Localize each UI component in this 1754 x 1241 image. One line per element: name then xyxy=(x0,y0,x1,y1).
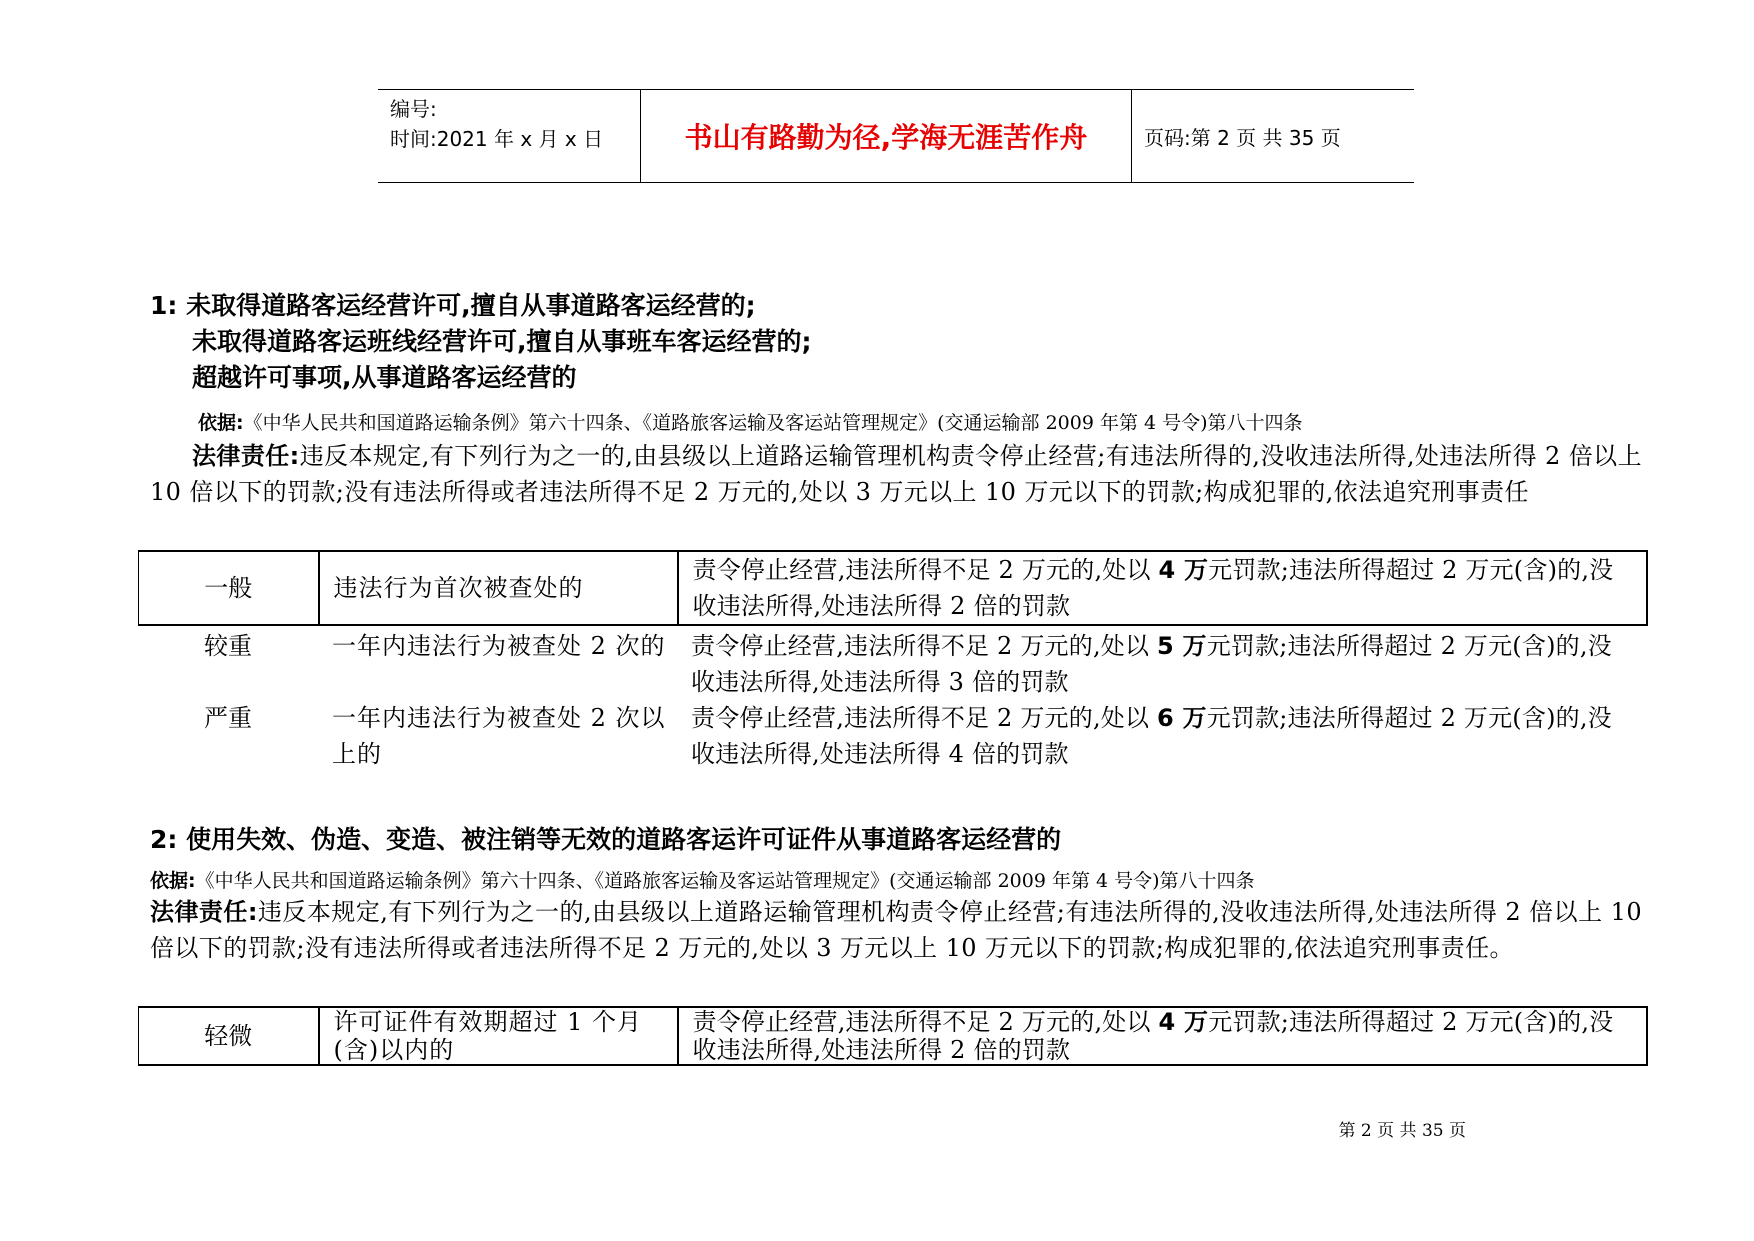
section1-title-line2: 未取得道路客运班线经营许可,擅自从事班车客运经营的; xyxy=(192,327,812,356)
table-row xyxy=(138,700,1646,772)
section2-liability-text: 违反本规定,有下列行为之一的,由县级以上道路运输管理机构责令停止经营;有违法所得的,没收违法所得,处违法所得 2 倍以上 10 倍以下的罚款;没有违法所得或者违法所得不足 2 万元的,处以 3 万元以上 10 万元以下的罚款;构成犯罪的,依法追究刑事责任。 xyxy=(150,898,1642,962)
section1-liability xyxy=(150,438,1642,510)
section1-liability-label: 法律责任: xyxy=(192,442,300,470)
header-motto: 书山有路勤为径,学海无涯苦作舟 xyxy=(640,90,1132,182)
header-page-info: 页码:第 2 页 共 35 页 xyxy=(1144,125,1341,150)
fine-amount: 4 万 xyxy=(1158,1008,1209,1036)
document-number-label: 编号: xyxy=(390,97,437,121)
document-header xyxy=(378,89,1414,183)
penalty-cell: 责令停止经营,违法所得不足 2 万元的,处以 4 万元罚款;违法所得超过 2 万元(含)的,没收违法所得,处违法所得 2 倍的罚款 xyxy=(678,551,1647,625)
section2-penalty-table xyxy=(138,1006,1648,1066)
section1-basis xyxy=(198,408,1303,435)
document-date: 时间:2021 年 x 月 x 日 xyxy=(390,127,604,151)
condition-cell: 一年内违法行为被查处 2 次以上的 xyxy=(332,704,666,768)
section1-title-line1: 1: 未取得道路客运经营许可,擅自从事道路客运经营的; xyxy=(150,291,756,320)
section1-liability-text: 违反本规定,有下列行为之一的,由县级以上道路运输管理机构责令停止经营;有违法所得的,没收违法所得,处违法所得 2 倍以上 10 倍以下的罚款;没有违法所得或者违法所得不足 2 万元的,处以 3 万元以上 10 万元以下的罚款;构成犯罪的,依法追究刑事责任 xyxy=(150,442,1642,506)
section2-basis xyxy=(150,866,1255,893)
section1-penalty-table-boxed xyxy=(138,550,1648,626)
penalty-cell: 责令停止经营,违法所得不足 2 万元的,处以 6 万元罚款;违法所得超过 2 万元(含)的,没收违法所得,处违法所得 4 倍的罚款 xyxy=(691,704,1612,768)
penalty-cell: 责令停止经营,违法所得不足 2 万元的,处以 4 万元罚款;违法所得超过 2 万元(含)的,没收违法所得,处违法所得 2 倍的罚款 xyxy=(678,1007,1647,1065)
table-row xyxy=(139,551,1647,625)
section1-basis-text: 《中华人民共和国道路运输条例》第六十四条、《道路旅客运输及客运站管理规定》(交通运输部 2009 年第 4 号令)第八十四条 xyxy=(243,412,1303,434)
section1-penalty-table xyxy=(138,628,1646,772)
section2-basis-label: 依据: xyxy=(150,870,196,892)
section2-basis-text: 《中华人民共和国道路运输条例》第六十四条、《道路旅客运输及客运站管理规定》(交通运输部 2009 年第 4 号令)第八十四条 xyxy=(195,870,1255,892)
fine-amount: 6 万 xyxy=(1157,704,1207,732)
section1-title-line3: 超越许可事项,从事道路客运经营的 xyxy=(192,363,577,392)
section2-title: 2: 使用失效、伪造、变造、被注销等无效的道路客运许可证件从事道路客运经营的 xyxy=(150,825,1062,854)
table-row xyxy=(139,1007,1647,1065)
section2-liability xyxy=(150,894,1642,966)
condition-cell: 许可证件有效期超过 1 个月(含)以内的 xyxy=(319,1007,678,1065)
page-footer: 第 2 页 共 35 页 xyxy=(1338,1121,1466,1141)
table-row xyxy=(138,628,1646,700)
penalty-cell: 责令停止经营,违法所得不足 2 万元的,处以 5 万元罚款;违法所得超过 2 万元(含)的,没收违法所得,处违法所得 3 倍的罚款 xyxy=(691,632,1612,696)
section2-liability-label: 法律责任: xyxy=(150,898,258,926)
level-cell: 严重 xyxy=(204,704,252,732)
level-cell: 轻微 xyxy=(139,1007,319,1065)
fine-amount: 4 万 xyxy=(1158,556,1209,584)
condition-cell: 一年内违法行为被查处 2 次的 xyxy=(332,632,666,660)
fine-amount: 5 万 xyxy=(1157,632,1207,660)
header-meta xyxy=(378,90,640,182)
level-cell: 一般 xyxy=(139,551,319,625)
section1-basis-label: 依据: xyxy=(198,412,244,434)
level-cell: 较重 xyxy=(204,632,252,660)
condition-cell: 违法行为首次被查处的 xyxy=(319,551,678,625)
